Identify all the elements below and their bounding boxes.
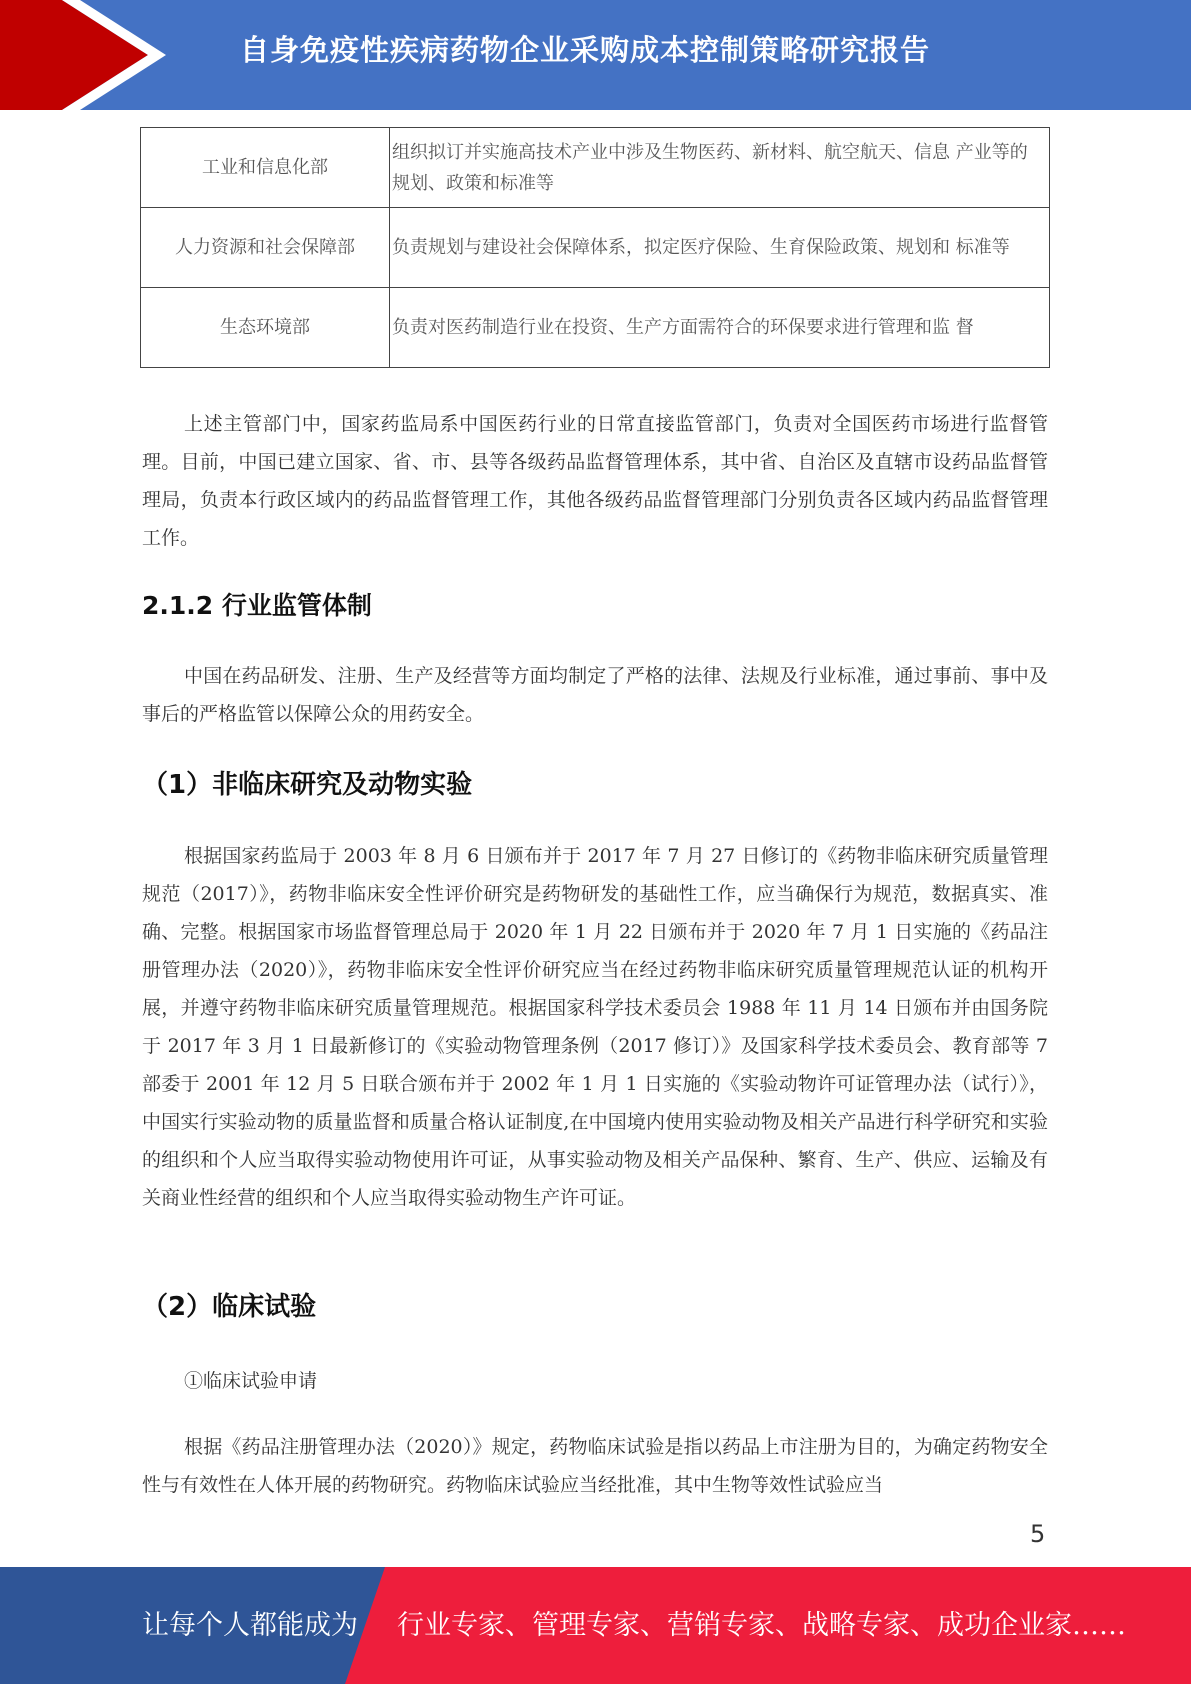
- dept-name: 工业和信息化部: [141, 128, 390, 208]
- footer-slogan-left: 让每个人都能成为: [142, 1610, 358, 1641]
- page-header: [0, 0, 1191, 110]
- table-row: [141, 288, 1050, 368]
- report-title: 自身免疫性疾病药物企业采购成本控制策略研究报告: [240, 33, 931, 67]
- dept-description: 负责对医药制造行业在投资、生产方面需符合的环保要求进行管理和监 督: [390, 288, 1050, 368]
- section-heading-2-1-2: 2.1.2 行业监管体制: [142, 591, 372, 620]
- dept-name: 人力资源和社会保障部: [141, 208, 390, 288]
- paragraph-clinical: 根据《药品注册管理办法（2020）》规定，药物临床试验是指以药品上市注册为目的，为确定药物安全性与有效性在人体开展的药物研究。药物临床试验应当经批准，其中生物等效性试验应当: [142, 1436, 1048, 1496]
- dept-description: 负责规划与建设社会保障体系，拟定医疗保险、生育保险政策、规划和 标准等: [390, 208, 1050, 288]
- department-table: [140, 127, 1050, 368]
- page-footer: [0, 1567, 1191, 1684]
- subsection-heading-clinical: （2）临床试验: [142, 1292, 317, 1322]
- subsection-heading-nonclinical: （1）非临床研究及动物实验: [142, 770, 473, 800]
- paragraph-nonclinical: 根据国家药监局于 2003 年 8 月 6 日颁布并于 2017 年 7 月 27 日修订的《药物非临床研究质量管理规范（2017）》，药物非临床安全性评价研究是药物研发的基础性工作，应当确保行为规范，数据真实、准确、完整。根据国家市场监督管理总局于 2020 年 1 月 22 日颁布并于 2020 年 7 月 1 日实施的《药品注册管理办法（2020）》，药物非临床安全性评价研究应当在经过药物非临床研究质量管理规范认证的机构开展，并遵守药物非临床研究质量管理规范。根据国家科学技术委员会 1988 年 11 月 14 日颁布并由国务院于 2017 年 3 月 1 日最新修订的《实验动物管理条例（2017 修订）》及国家科学技术委员会、教育部等 7 部委于 2001 年 12 月 5 日联合颁布并于 2002 年 1 月 1 日实施的《实验动物许可证管理办法（试行）》，中国实行实验动物的质量监督和质量合格认证制度,在中国境内使用实验动物及相关产品进行科学研究和实验的组织和个人应当取得实验动物使用许可证，从事实验动物及相关产品保种、繁育、生产、供应、运输及有关商业性经营的组织和个人应当取得实验动物生产许可证。: [142, 845, 1048, 1209]
- paragraph-regulators: 上述主管部门中，国家药监局系中国医药行业的日常直接监管部门，负责对全国医药市场进行监督管理。目前，中国已建立国家、省、市、县等各级药品监督管理体系，其中省、自治区及直辖市设药品监督管理局，负责本行政区域内的药品监督管理工作，其他各级药品监督管理部门分别负责各区域内药品监督管理工作。: [142, 413, 1048, 549]
- clinical-application-label: ①临床试验申请: [184, 1370, 318, 1392]
- dept-description: 组织拟订并实施高技术产业中涉及生物医药、新材料、航空航天、信息 产业等的规划、政策和标准等: [390, 128, 1050, 208]
- dept-name: 生态环境部: [141, 288, 390, 368]
- page-number: 5: [1030, 1520, 1046, 1548]
- table-row: [141, 208, 1050, 288]
- footer-slogan-right: 行业专家、管理专家、营销专家、战略专家、成功企业家……: [397, 1610, 1126, 1641]
- table-row: [141, 128, 1050, 208]
- paragraph-regulation-overview: 中国在药品研发、注册、生产及经营等方面均制定了严格的法律、法规及行业标准，通过事前、事中及事后的严格监管以保障公众的用药安全。: [142, 665, 1048, 725]
